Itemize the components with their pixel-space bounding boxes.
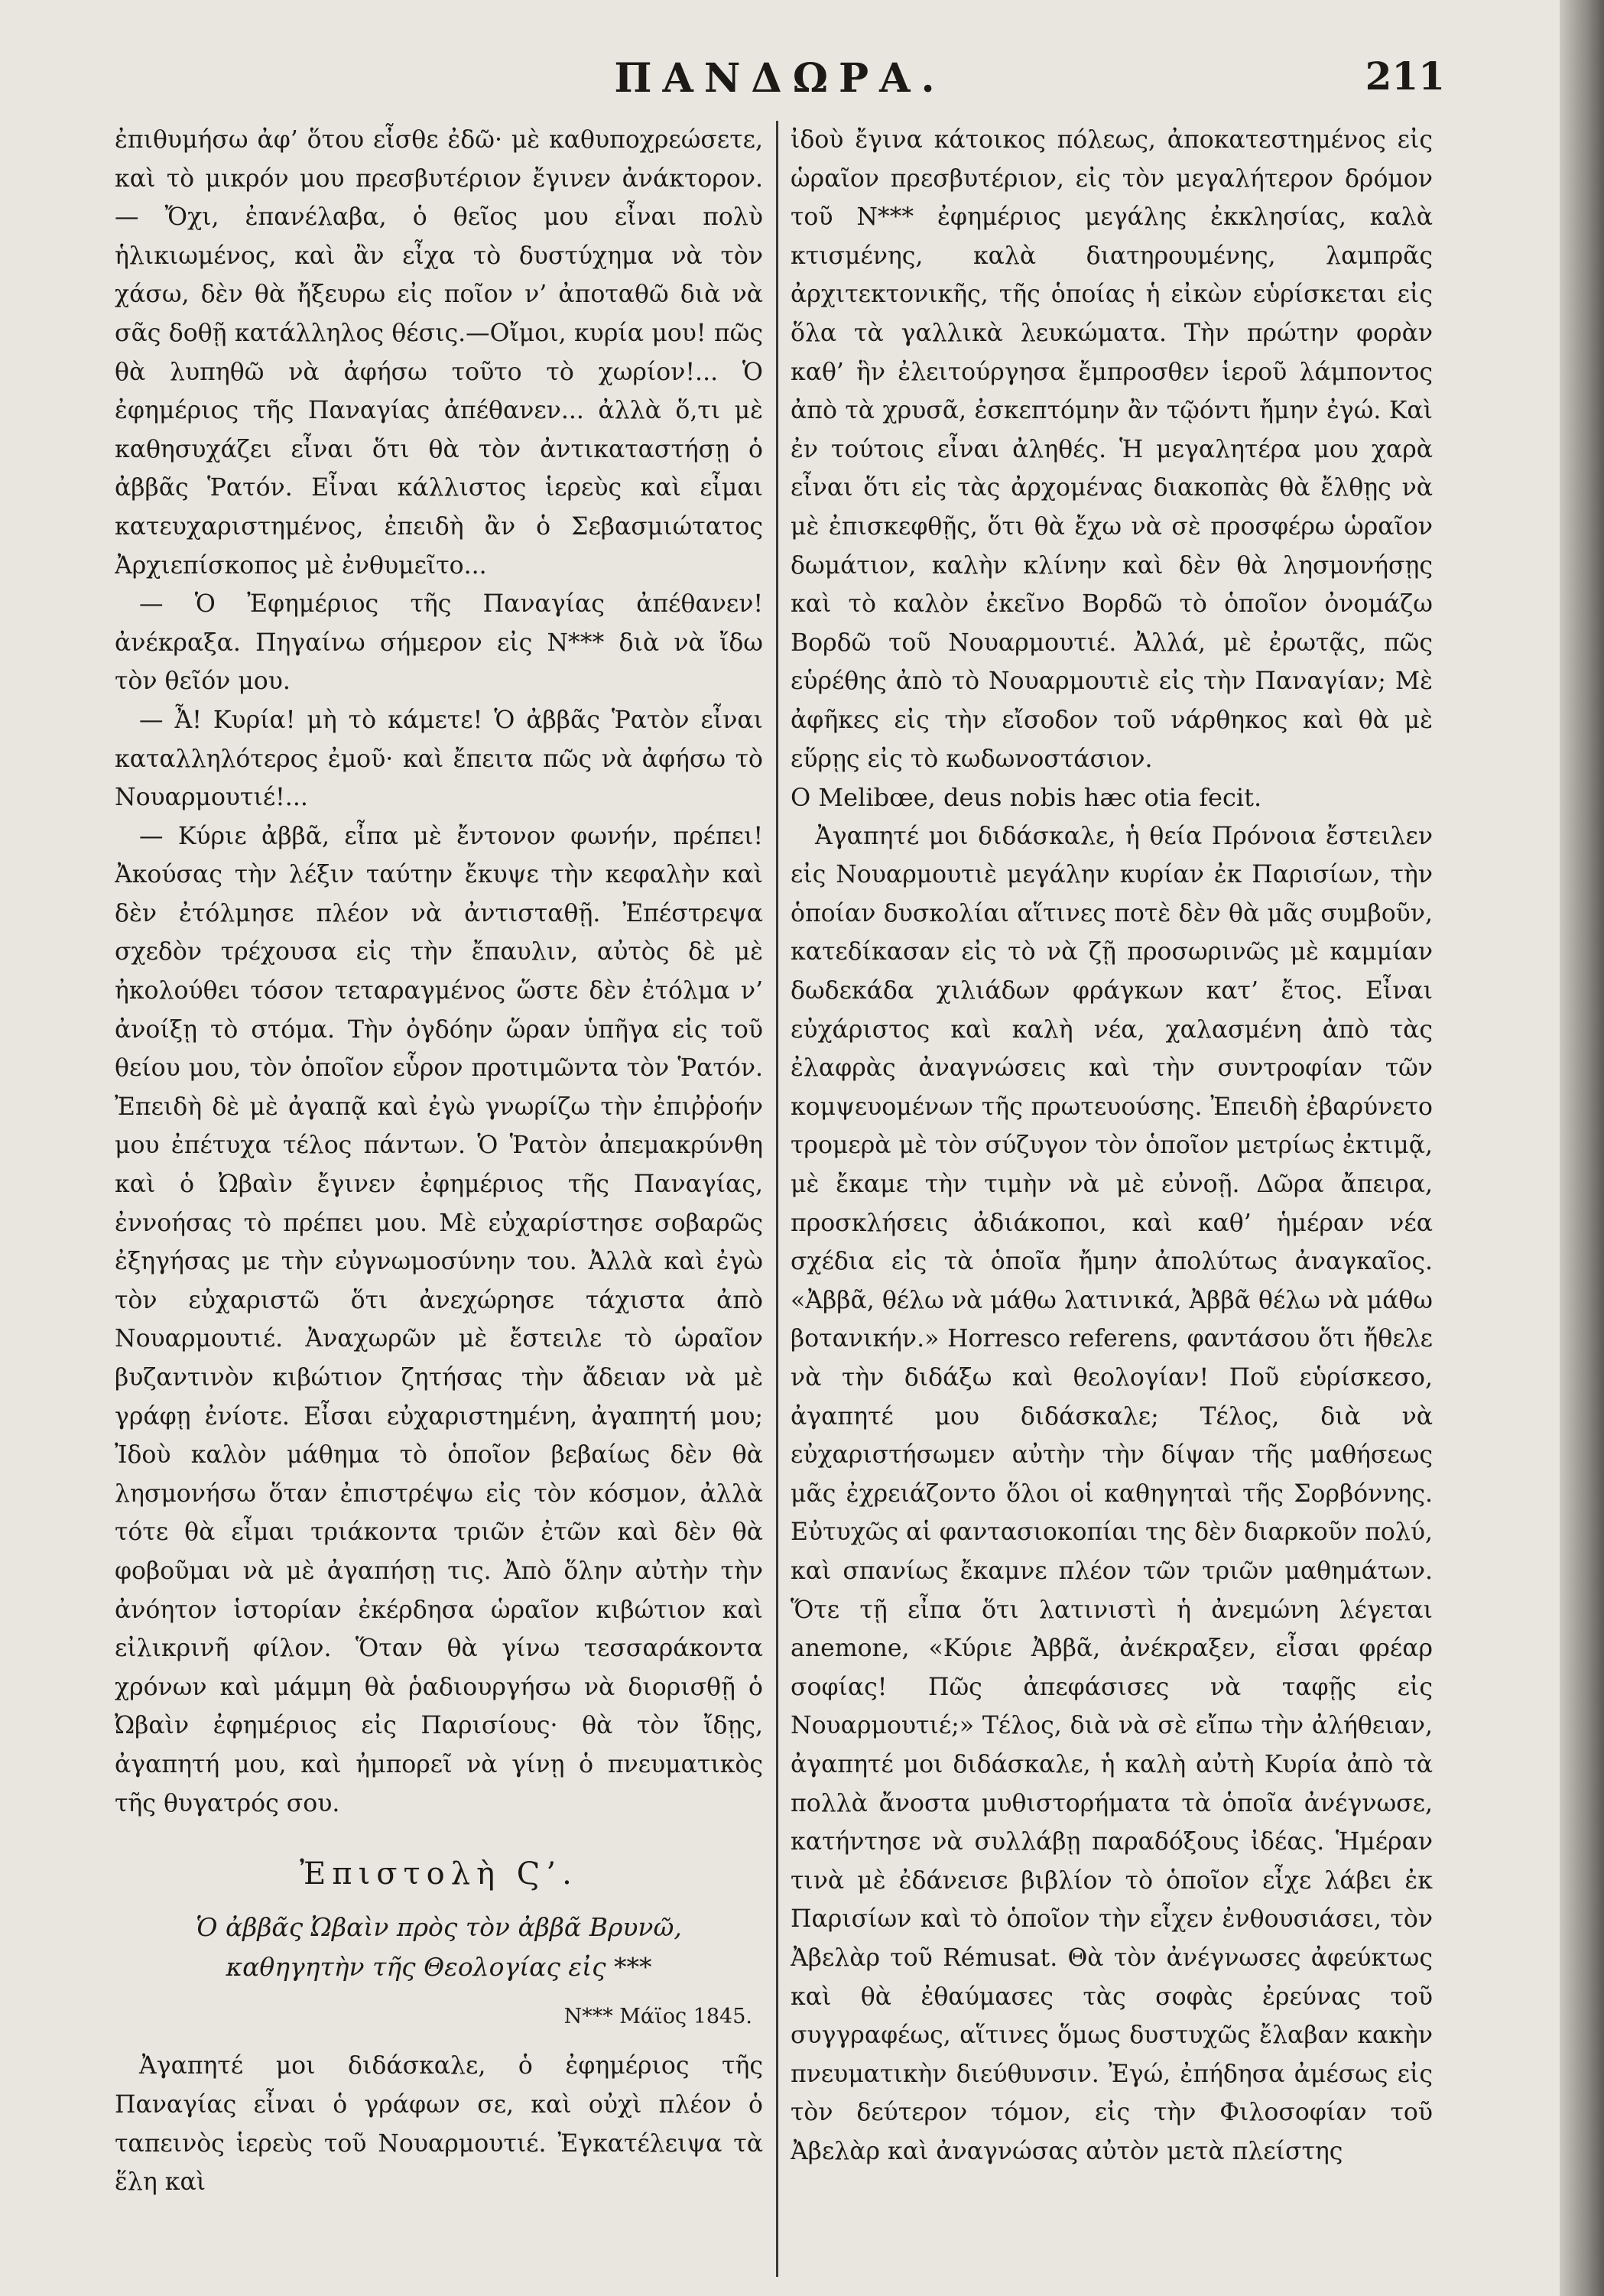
column-divider (776, 121, 778, 2277)
page-gutter-shadow (1560, 0, 1604, 2296)
paragraph: Ἀγαπητέ μοι διδάσκαλε, ὁ ἐφημέριος τῆς Παναγίας εἶναι ὁ γράφων σε, καὶ οὐχὶ πλέον ὁ ταπεινὸς ἱερεὺς τοῦ Νουαρμουτιέ. Ἐγκατέλειψα τὰ ἕλη καὶ (115, 2052, 763, 2197)
paragraph: ἐπιθυμήσω ἀφ’ ὅτου εἶσθε ἐδῶ· μὲ καθυποχρεώσετε, καὶ τὸ μικρόν μου πρεσβυτέριον ἔγινεν ἀνάκτορον.— Ὄχι, ἐπανέλαβα, ὁ θεῖος μου εἶναι πολὺ ἡλικιωμένος, καὶ ἂν εἶχα τὸ δυστύχημα νὰ τὸν χάσω, δὲν θὰ ἤξευρω εἰς ποῖον ν’ ἀποταθῶ διὰ νὰ σᾶς δοθῇ κατάλληλος θέσις.—Οἴμοι, κυρία μου! πῶς θὰ λυπηθῶ νὰ ἀφήσω τοῦτο τὸ χωρίον!... Ὁ ἐφημέριος τῆς Παναγίας ἀπέθανεν... ἀλλὰ ὅ,τι μὲ καθησυχάζει εἶναι ὅτι θὰ τὸν ἀντικαταστήσῃ ὁ ἀββᾶς Ῥατόν. Εἶναι κάλλιστος ἱερεὺς καὶ εἶμαι κατευχαριστημένος, ἐπειδὴ ἂν ὁ Σεβασμιώτατος Ἀρχιεπίσκοπος μὲ ἐνθυμεῖτο... (115, 126, 763, 580)
latin-quotation: O Melibœe, deus nobis hæc otia fecit. (791, 783, 1262, 813)
letter-title: Ἐπιστολὴ Ϛ’. (300, 1856, 578, 1892)
letter-date: Ν*** Μάϊος 1845. (563, 2004, 752, 2028)
left-column (115, 121, 763, 2277)
paragraph: — Ὁ Ἐφημέριος τῆς Παναγίας ἀπέθανεν! ἀνέκραξα. Πηγαίνω σήμερον εἰς Ν*** διὰ νὰ ἴδω τὸν θεῖόν μου. (115, 590, 763, 696)
paragraph: Ἀγαπητέ μοι διδάσκαλε, ἡ θεία Πρόνοια ἔστειλεν εἰς Νουαρμουτιὲ μεγάλην κυρίαν ἐκ Παρισίων, τὴν ὁποίαν δυσκολίαι αἵτινες ποτὲ δὲν θὰ μᾶς συμβοῦν, κατεδίκασαν εἰς τὸ νὰ ζῇ προσωρινῶς μὲ καμμίαν δωδεκάδα χιλιάδων φράγκων κατ’ ἔτος. Εἶναι εὐχάριστος καὶ καλὴ νέα, χαλασμένη ἀπὸ τὰς ἐλαφρὰς ἀναγνώσεις καὶ τὴν συντροφίαν τῶν κομψευομένων τῆς πρωτευούσης. Ἐπειδὴ ἐβαρύνετο τρομερὰ μὲ τὸν σύζυγον τὸν ὁποῖον μετρίως ἐκτιμᾷ, μὲ ἔκαμε τὴν τιμὴν νὰ μὲ εὐνοῇ. Δῶρα ἄπειρα, προσκλήσεις ἀδιάκοποι, καὶ καθ’ ἡμέραν νέα σχέδια εἰς τὰ ὁποῖα ἤμην ἀπολύτως ἀναγκαῖος. «Ἀββᾶ, θέλω νὰ μάθω λατινικά, Ἀββᾶ θέλω νὰ μάθω βοτανικήν.» Horresco referens, φαντάσου ὅτι ἤθελε νὰ τὴν διδάξω καὶ θεολογίαν! Ποῦ εὑρίσκεσο, ἀγαπητέ μου διδάσκαλε; Τέλος, διὰ νὰ εὐχαριστήσωμεν αὐτὴν τὴν δίψαν τῆς μαθήσεως μᾶς ἐχρειάζοντο ὅλοι οἱ καθηγηταὶ τῆς Σορβόννης. Εὐτυχῶς αἱ φαντασιοκοπίαι της δὲν διαρκοῦν πολύ, καὶ σπανίως ἔκαμνε πλέον τῶν τριῶν μαθημάτων. Ὅτε τῇ εἶπα ὅτι λατινιστὶ ἡ ἀνεμώνη λέγεται anemone, «Κύριε Ἀββᾶ, ἀνέκραξεν, εἶσαι φρέαρ σοφίας! Πῶς ἀπεφάσισες νὰ ταφῇς εἰς Νουαρμουτιέ;» Τέλος, διὰ νὰ σὲ εἴπω τὴν ἀλήθειαν, ἀγαπητέ μοι διδάσκαλε, ἡ καλὴ αὐτὴ Κυρία ἀπὸ τὰ πολλὰ ἄνοστα μυθιστορήματα τὰ ὁποῖα ἀνέγνωσε, κατήντησε νὰ συλλάβῃ παραδόξους ἰδέας. Ἡμέραν τινὰ μὲ ἐδάνεισε βιβλίον τὸ ὁποῖον εἶχε λάβει ἐκ Παρισίων καὶ τὸ ὁποῖον τὴν εἶχεν ἐνθουσιάσει, τὸν Ἀβελὰρ τοῦ Rémusat. Θὰ τὸν ἀνέγνωσες ἀφεύκτως καὶ θὰ ἐθαύμασες τὰς σοφὰς ἐρεύνας τοῦ συγγραφέως, αἵτινες ὅμως δυστυχῶς ἔλαβαν κακὴν πνευματικὴν διεύθυνσιν. Ἐγώ, ἐπήδησα ἀμέσως εἰς τὸν δεύτερον τόμον, εἰς τὴν Φιλοσοφίαν τοῦ Ἀβελὰρ καὶ ἀναγνώσας αὐτὸν μετὰ πλείστης (791, 822, 1433, 2165)
paragraph: — Ἆ! Κυρία! μὴ τὸ κάμετε! Ὁ ἀββᾶς Ῥατὸν εἶναι καταλληλότερος ἐμοῦ· καὶ ἔπειτα πῶς νὰ ἀφήσω τὸ Νουαρμουτιέ!... (115, 706, 763, 812)
paragraph: ἰδοὺ ἔγινα κάτοικος πόλεως, ἀποκατεστημένος εἰς ὡραῖον πρεσβυτέριον, εἰς τὸν μεγαλήτερον δρόμον τοῦ Ν*** ἐφημέριος μεγάλης ἐκκλησίας, καλὰ κτισμένης, καλὰ διατηρουμένης, λαμπρᾶς ἀρχιτεκτονικῆς, τῆς ὁποίας ἡ εἰκὼν εὑρίσκεται εἰς ὅλα τὰ γαλλικὰ λευκώματα. Τὴν πρώτην φορὰν καθ’ ἣν ἐλειτούργησα ἔμπροσθεν ἱεροῦ λάμποντος ἀπὸ τὰ χρυσᾶ, ἐσκεπτόμην ἂν τῷόντι ἤμην ἐγώ. Καὶ ἐν τούτοις εἶναι ἀληθές. Ἡ μεγαλητέρα μου χαρὰ εἶναι ὅτι εἰς τὰς ἀρχομένας διακοπὰς θὰ ἔλθῃς νὰ μὲ ἐπισκεφθῇς, ὅτι θὰ ἔχω νὰ σὲ προσφέρω ὡραῖον δωμάτιον, καλὴν κλίνην καὶ δὲν θὰ λησμονήσῃς καὶ τὸ καλὸν ἐκεῖνο Βορδῶ τὸ ὁποῖον ὀνομάζω Βορδῶ τοῦ Νουαρμουτιέ. Ἀλλά, μὲ ἐρωτᾷς, πῶς εὑρέθης ἀπὸ τὸ Νουαρμουτιὲ εἰς τὴν Παναγίαν; Μὲ ἀφῆκες εἰς τὴν εἴσοδον τοῦ νάρθηκος καὶ θὰ μὲ εὕρῃς εἰς τὸ κωδωνοστάσιον. (791, 126, 1433, 773)
running-title: ΠΑΝΔΩΡΑ. (614, 55, 946, 102)
letter-addressee: Ὁ ἀββᾶς Ὠβαὶν πρὸς τὸν ἀββᾶ Βρυνῶ, καθηγητὴν τῆς Θεολογίας εἰς *** (196, 1911, 682, 1982)
page-number: 211 (1365, 54, 1445, 99)
paragraph: — Κύριε ἀββᾶ, εἶπα μὲ ἔντονον φωνήν, πρέπει! Ἀκούσας τὴν λέξιν ταύτην ἔκυψε τὴν κεφαλὴν καὶ δὲν ἐτόλμησε πλέον νὰ ἀντισταθῇ. Ἐπέστρεψα σχεδὸν τρέχουσα εἰς τὴν ἔπαυλιν, αὐτὸς δὲ μὲ ἠκολούθει τόσον τεταραγμένος ὥστε δὲν ἐτόλμα ν’ ἀνοίξῃ τὸ στόμα. Τὴν ὀγδόην ὥραν ὑπῆγα εἰς τοῦ θείου μου, τὸν ὁποῖον εὗρον προτιμῶντα τὸν Ῥατόν. Ἐπειδὴ δὲ μὲ ἀγαπᾷ καὶ ἐγὼ γνωρίζω τὴν ἐπιῤῥοήν μου ἐπέτυχα τέλος πάντων. Ὁ Ῥατὸν ἀπεμακρύνθη καὶ ὁ Ὠβαὶν ἔγινεν ἐφημέριος τῆς Παναγίας, ἐννοήσας τὸ πρέπει μου. Μὲ εὐχαρίστησε σοβαρῶς ἐξηγήσας με τὴν εὐγνωμοσύνην του. Ἀλλὰ καὶ ἐγὼ τὸν εὐχαριστῶ ὅτι ἀνεχώρησε τάχιστα ἀπὸ Νουαρμουτιέ. Ἀναχωρῶν μὲ ἔστειλε τὸ ὡραῖον βυζαντινὸν κιβώτιον ζητήσας τὴν ἄδειαν νὰ μὲ γράφῃ ἐνίοτε. Εἶσαι εὐχαριστημένη, ἀγαπητή μου; Ἰδοὺ καλὸν μάθημα τὸ ὁποῖον βεβαίως δὲν θὰ λησμονήσω ὅταν ἐπιστρέψω εἰς τὸν κόσμον, ἀλλὰ τότε θὰ εἶμαι τριάκοντα τριῶν ἐτῶν καὶ δὲν θὰ φοβοῦμαι νὰ μὲ ἀγαπήσῃ τις. Ἀπὸ ὅλην αὐτὴν τὴν ἀνόητον ἱστορίαν ἐκέρδησα ὡραῖον κιβώτιον καὶ εἰλικρινῆ φίλον. Ὅταν θὰ γίνω τεσσαράκοντα χρόνων καὶ μάμμη θὰ ῥαδιουργήσω νὰ διορισθῇ ὁ Ὠβαὶν ἐφημέριος εἰς Παρισίους· θὰ τὸν ἴδῃς, ἀγαπητή μου, καὶ ἠμπορεῖ νὰ γίνῃ ὁ πνευματικὸς τῆς θυγατρός σου. (115, 822, 763, 1817)
page-header (115, 55, 1445, 109)
right-column (791, 121, 1433, 2277)
